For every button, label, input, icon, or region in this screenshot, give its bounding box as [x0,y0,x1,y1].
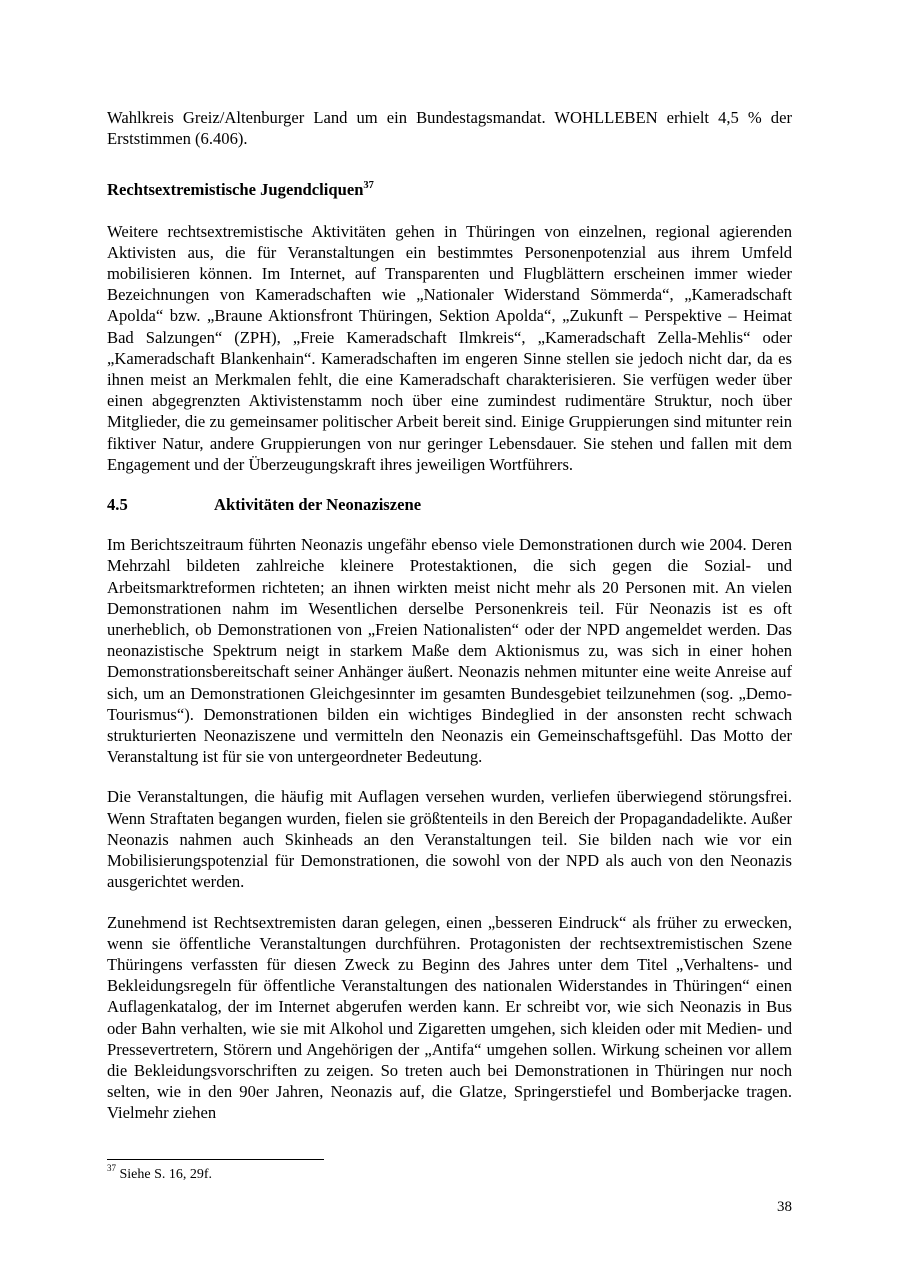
paragraph-auflagenkatalog: Zunehmend ist Rechtsextremisten daran gelegen, einen „besseren Eindruck“ als früher zu erwecken, wenn sie öffentliche Veranstaltungen durchführen. Protagonisten der rechtsextremistischen Szene Thüringens verfassten für diesen Zweck zu Beginn des Jahres unter dem Titel „Verhaltens- und Bekleidungsregeln für öffentliche Veranstaltungen des nationalen Widerstandes in Thüringen“ einen Auflagenkatalog, der im Internet abgerufen werden kann. Er schreibt vor, wie sich Neonazis in Bus oder Bahn verhalten, wie sie mit Alkohol und Zigaretten umgehen, sich kleiden oder mit Medien- und Pressevertretern, Störern und Angehörigen der „Antifa“ umgehen sollen. Wirkung scheinen vor allem die Bekleidungsvorschriften zu zeigen. So treten auch bei Demonstrationen in Thüringen nur noch selten, wie in den 90er Jahren, Neonazis auf, die Glatze, Springerstiefel und Bomberjacke tragen. Vielmehr ziehen [107,912,792,1123]
footnote-reference: 37 [363,179,374,191]
footnote-number: 37 [107,1163,116,1174]
section-heading-text: Rechtsextremistische Jugendcliquen [107,180,364,200]
paragraph-demonstrationen: Im Berichtszeitraum führten Neonazis ungefähr ebenso viele Demonstrationen durch wie 2004. Deren Mehrzahl bildeten zahlreiche kleinere Protestaktionen, die sich gegen die Sozial- und Arbeitsmarktreformen richteten; an ihnen wirkten meist nicht mehr als 20 Personen mit. An vielen Demonstrationen nahm im Wesentlichen derselbe Personenkreis teil. Für Neonazis ist es oft unerheblich, ob Demonstrationen von „Freien Nationalisten“ oder der NPD angemeldet werden. Das neonazistische Spektrum neigt in starkem Maße dem Aktionismus zu, was sich in einer hohen Demonstrationsbereitschaft seiner Anhänger äußert. Neonazis nehmen mitunter eine weite Anreise auf sich, um an Demonstrationen Gleichgesinnter im gesamten Bundesgebiet teilzunehmen (sog. „Demo-Tourismus“). Demonstrationen bilden ein wichtiges Bindeglied in der ansonsten recht schwach strukturierten Neonaziszene und vermitteln den Neonazis ein Gemeinschaftsgefühl. Das Motto der Veranstaltung ist für sie von untergeordneter Bedeutung. [107,535,792,767]
section-title: Aktivitäten der Neonaziszene [214,495,422,515]
section-heading-jugendcliquen [107,179,792,200]
footnote-divider [107,1159,324,1160]
section-number: 4.5 [107,495,128,515]
paragraph-veranstaltungen: Die Veranstaltungen, die häufig mit Auflagen versehen wurden, verliefen überwiegend störungsfrei. Wenn Straftaten begangen wurden, fielen sie größtenteils in den Bereich der Propagandadelikte. Außer Neonazis nahmen auch Skinheads an den Veranstaltungen teil. Sie bilden nach wie vor ein Mobilisierungspotenzial für Demonstrationen, die sowohl von der NPD als auch von den Neonazis ausgerichtet werden. [107,787,792,892]
footnote [107,1163,213,1184]
page-number: 38 [777,1199,792,1215]
section-heading-4-5 [107,494,792,515]
paragraph-jugendcliquen: Weitere rechtsextremistische Aktivitäten gehen in Thüringen von einzelnen, regional agierenden Aktivisten aus, die für Veranstaltungen ein bestimmtes Personenpotenzial aus ihrem Umfeld mobilisieren können. Im Internet, auf Transparenten und Flugblättern erscheinen immer wieder Bezeichnungen von Kameradschaften wie „Nationaler Widerstand Sömmerda“, „Kameradschaft Apolda“ bzw. „Braune Aktionsfront Thüringen, Sektion Apolda“, „Zukunft – Perspektive – Heimat Bad Salzungen“ (ZPH), „Freie Kameradschaft Ilmkreis“, „Kameradschaft Zella-Mehlis“ oder „Kameradschaft Blankenhain“. Kameradschaften im engeren Sinne stellen sie jedoch nicht dar, da es ihnen meist an Merkmalen fehlt, die eine Kameradschaft charakterisieren. Sie verfügen weder über einen abgegrenzten Aktivistenstamm noch über eine zumindest rudimentäre Struktur, noch über Mitglieder, die zu gemeinsamer politischer Arbeit bereit sind. Einige Gruppierungen sind mitunter rein fiktiver Natur, andere Gruppierungen von nur geringer Lebensdauer. Sie stehen und fallen mit dem Engagement und der Überzeugungskraft ihres jeweiligen Wortführers. [107,221,792,474]
footnote-text: Siehe S. 16, 29f. [119,1167,213,1182]
intro-paragraph: Wahlkreis Greiz/Altenburger Land um ein Bundestagsmandat. WOHLLEBEN erhielt 4,5 % der Erststimmen (6.406). [107,108,792,149]
document-page [107,107,792,1124]
